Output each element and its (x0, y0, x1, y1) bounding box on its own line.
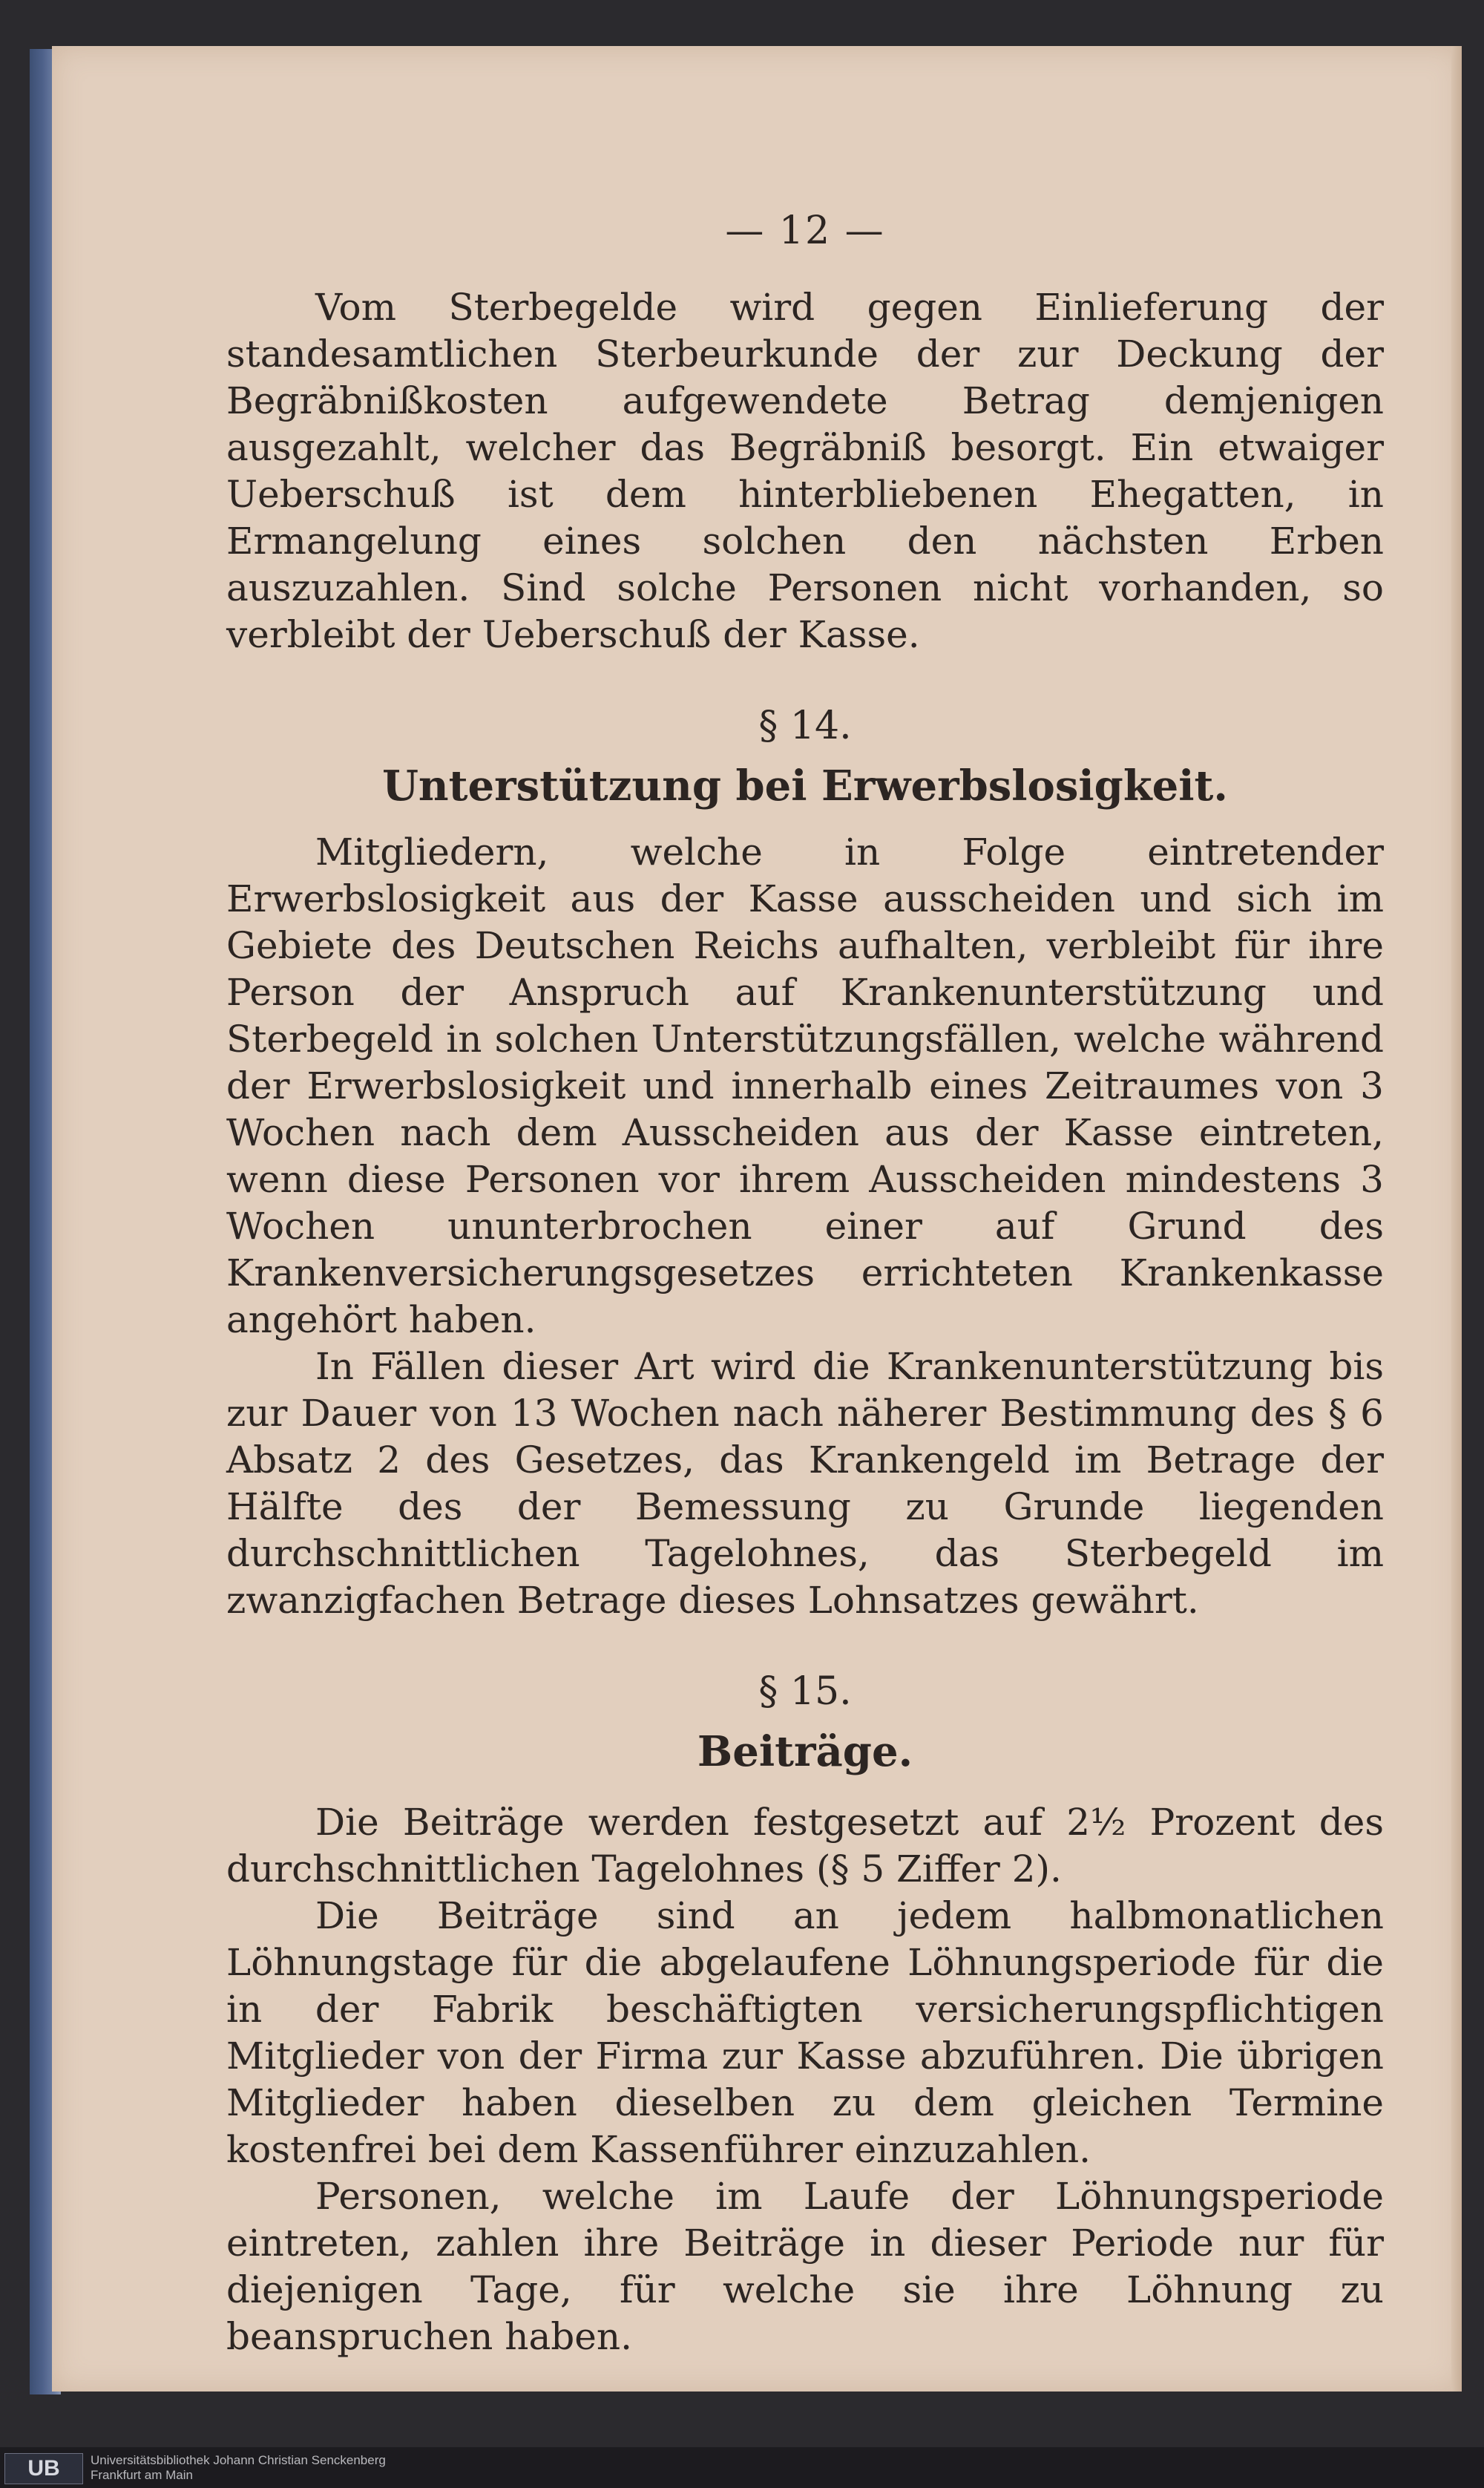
section-15-title: Beiträge. (697, 1727, 913, 1776)
section-14-paragraph-1: Mitgliedern, welche in Folge eintretender Erwerbslosigkeit aus der Kasse ausscheiden und sich im Gebiete des Deutschen Reichs aufhalten, verbleibt für ihre Person der Anspruch auf Krankenunterstützung und Sterbegeld in solchen Unterstützungsfällen, welche während der Erwerbslosigkeit und innerhalb eines Zeitraumes von 3 Wochen nach dem Ausscheiden aus der Kasse eintreten, wenn diese Personen vor ihrem Ausscheiden mindestens 3 Wochen ununterbrochen einer auf Grund des Krankenversicherungsgesetzes errichteten Krankenkasse angehört haben. (226, 831, 1384, 1341)
library-name: Universitätsbibliothek Johann Christian Senckenberg (91, 2453, 386, 2467)
section-15-number: § 15. (758, 1669, 852, 1714)
library-footer (0, 2447, 1484, 2488)
page-number: — 12 — (725, 209, 885, 253)
document-page (52, 46, 1462, 2392)
section-15-paragraph-1: Die Beiträge werden festgesetzt auf 2½ Prozent des durchschnittlichen Tagelohnes (§ 5 Ziffer 2). (226, 1801, 1384, 1890)
library-location: Frankfurt am Main (91, 2468, 193, 2482)
section-14-number: § 14. (758, 704, 852, 748)
ub-logo: UB (4, 2453, 83, 2484)
section-14-paragraph-2: In Fällen dieser Art wird die Krankenunterstützung bis zur Dauer von 13 Wochen nach näherer Bestimmung des § 6 Absatz 2 des Gesetzes, das Krankengeld im Betrage der Hälfte des der Bemessung zu Grunde liegenden durchschnittlichen Tagelohnes, das Sterbegeld im zwanzigfachen Betrage dieses Lohnsatzes gewährt. (226, 1345, 1384, 1622)
section-14-title: Unterstützung bei Erwerbslosigkeit. (382, 762, 1228, 811)
page-content (226, 172, 1384, 2360)
intro-paragraph: Vom Sterbegelde wird gegen Einlieferung der standesamtlichen Sterbeurkunde der zur Deckung der Begräbnißkosten aufgewendete Betrag demjenigen ausgezahlt, welcher das Begräbniß besorgt. Ein etwaiger Ueberschuß ist dem hinterbliebenen Ehegatten, in Ermangelung eines solchen den nächsten Erben auszuzahlen. Sind solche Personen nicht vorhanden, so verbleibt der Ueberschuß der Kasse. (226, 286, 1384, 656)
page-edge (1451, 46, 1462, 2392)
section-15-paragraph-2: Die Beiträge sind an jedem halbmonatlichen Löhnungstage für die abgelaufene Löhnungsperiode für die in der Fabrik beschäftigten versicherungspflichtigen Mitglieder von der Firma zur Kasse abzuführen. Die übrigen Mitglieder haben dieselben zu dem gleichen Termine kostenfrei bei dem Kassenführer einzuzahlen. (226, 1894, 1384, 2171)
section-15-paragraph-3: Personen, welche im Laufe der Löhnungsperiode eintreten, zahlen ihre Beiträge in dieser Periode nur für diejenigen Tage, für welche sie ihre Löhnung zu beanspruchen haben. (226, 2175, 1384, 2358)
library-credit (91, 2453, 386, 2483)
